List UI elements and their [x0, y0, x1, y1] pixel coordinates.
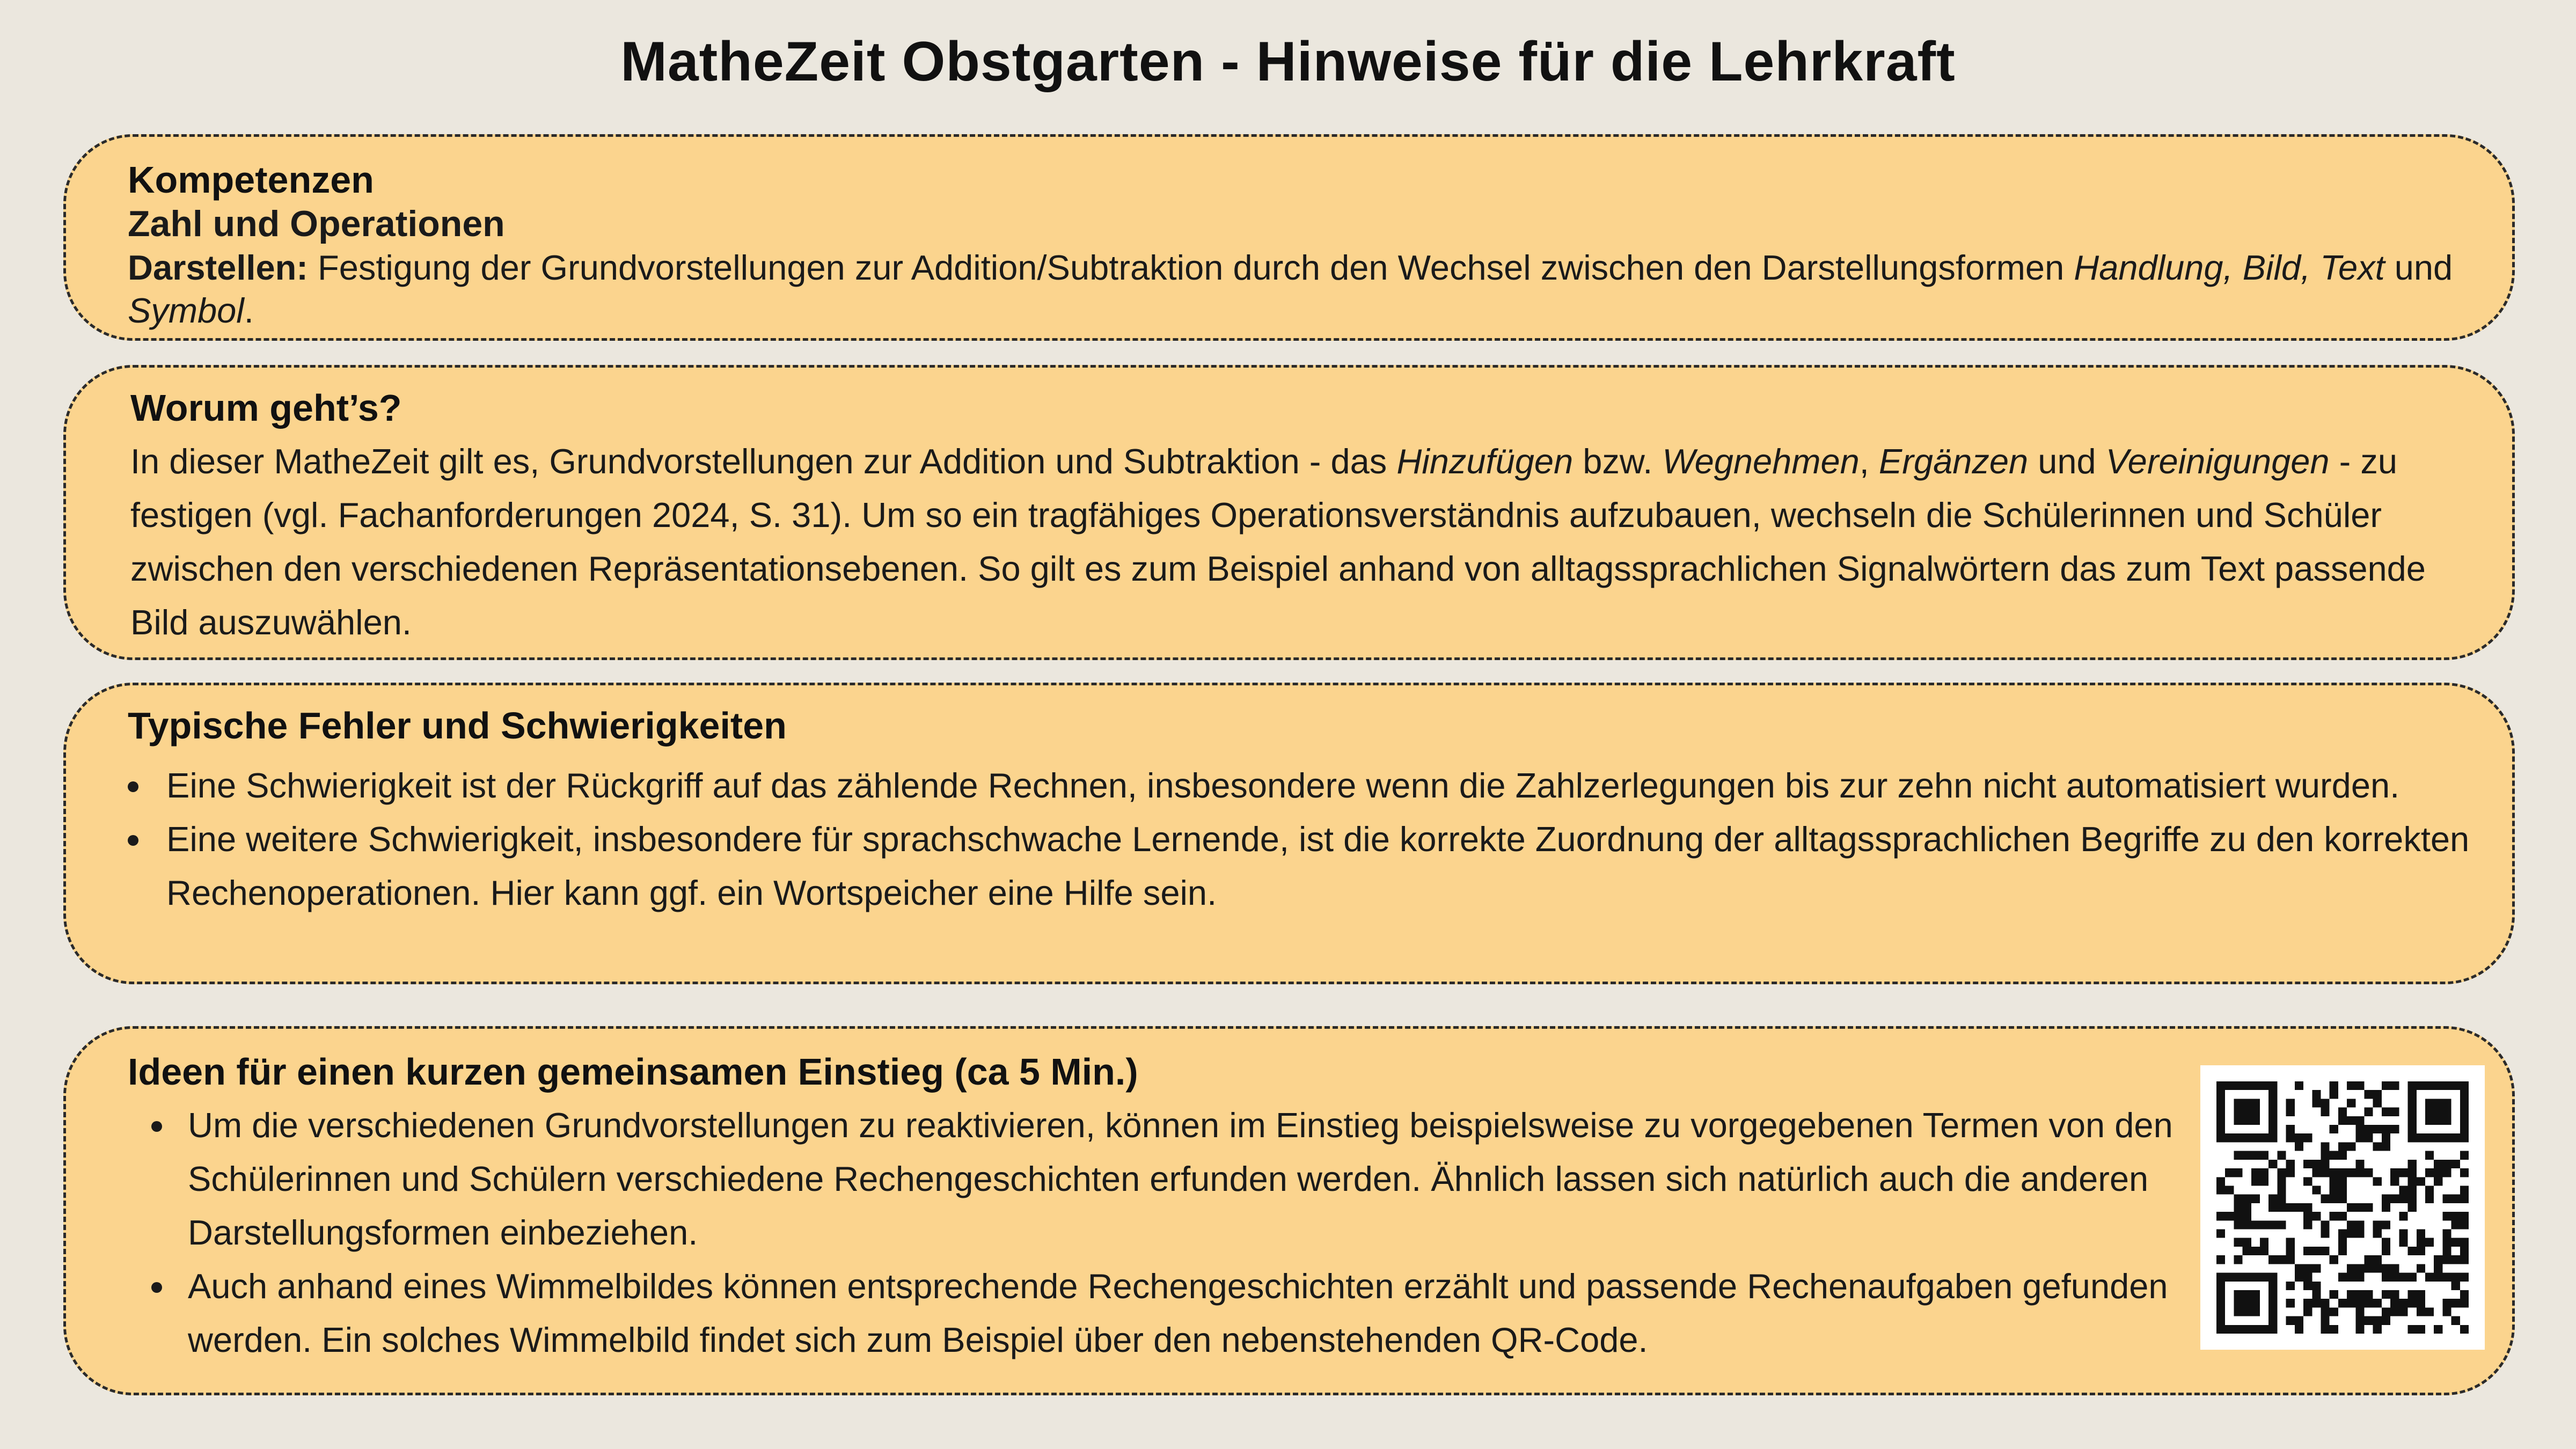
competencies-text: Darstellen: Festigung der Grundvorstellungen zur Addition/Subtraktion durch den Wechsel zwischen den Darstellungsformen Handlung, Bild, Text und Symbol. — [128, 248, 2453, 330]
errors-heading: Typische Fehler und Schwierigkeiten — [128, 705, 787, 747]
list-item: Eine weitere Schwierigkeit, insbesondere für sprachschwache Lernende, ist die korrekte Zuordnung der alltagssprachlichen Begriffe zu den korrekten Rechenoperationen. Hier kann ggf. ein Wortspeicher eine Hilfe sein. — [166, 813, 2475, 920]
errors-list — [128, 759, 2475, 920]
list-item: Um die verschiedenen Grundvorstellungen zu reaktivieren, können im Einstieg beispielsweise zu vorgegebenen Termen von den Schülerinnen und Schülern verschiedene Rechengeschichten erfunden werden. Ähnlich lassen sich natürlich auch die anderen Darstellungsformen einbeziehen. — [188, 1099, 2216, 1260]
list-item: Auch anhand eines Wimmelbildes können entsprechende Rechengeschichten erzählt und passende Rechenaufgaben gefunden werden. Ein solches Wimmelbild findet sich zum Beispiel über den nebenstehenden QR-Code. — [188, 1260, 2216, 1367]
about-box — [63, 365, 2515, 660]
intro-ideas-heading: Ideen für einen kurzen gemeinsamen Einstieg (ca 5 Min.) — [128, 1051, 1138, 1093]
about-heading: Worum geht’s? — [130, 387, 402, 429]
competencies-label: Darstellen: — [128, 248, 308, 287]
intro-ideas-list — [128, 1099, 2216, 1367]
page-title: MatheZeit Obstgarten - Hinweise für die Lehrkraft — [620, 31, 1956, 93]
about-text: In dieser MatheZeit gilt es, Grundvorstellungen zur Addition und Subtraktion - das Hinzufügen bzw. Wegnehmen, Ergänzen und Vereinigungen - zu festigen (vgl. Fachanforderungen 2024, S. 31). Um so ein tragfähiges Operationsverständnis aufzubauen, wechseln die Schülerinnen und Schüler zwischen den verschiedenen Repräsentationsebenen. So gilt es zum Beispiel anhand von alltagssprachlichen Signalwörtern das zum Text passende Bild auszuwählen. — [130, 442, 2426, 642]
list-item: Eine Schwierigkeit ist der Rückgriff auf das zählende Rechnen, insbesondere wenn die Zahlzerlegungen bis zur zehn nicht automatisiert wurden. — [166, 759, 2475, 813]
qr-code-modules — [2216, 1081, 2469, 1334]
competencies-subheading: Zahl und Operationen — [128, 203, 505, 244]
qr-code-icon[interactable] — [2200, 1065, 2485, 1350]
competencies-box — [63, 134, 2515, 341]
errors-box — [63, 683, 2515, 984]
intro-ideas-box — [63, 1026, 2515, 1395]
qr-code-graphic — [2216, 1081, 2469, 1334]
competencies-heading: Kompetenzen — [128, 159, 374, 201]
